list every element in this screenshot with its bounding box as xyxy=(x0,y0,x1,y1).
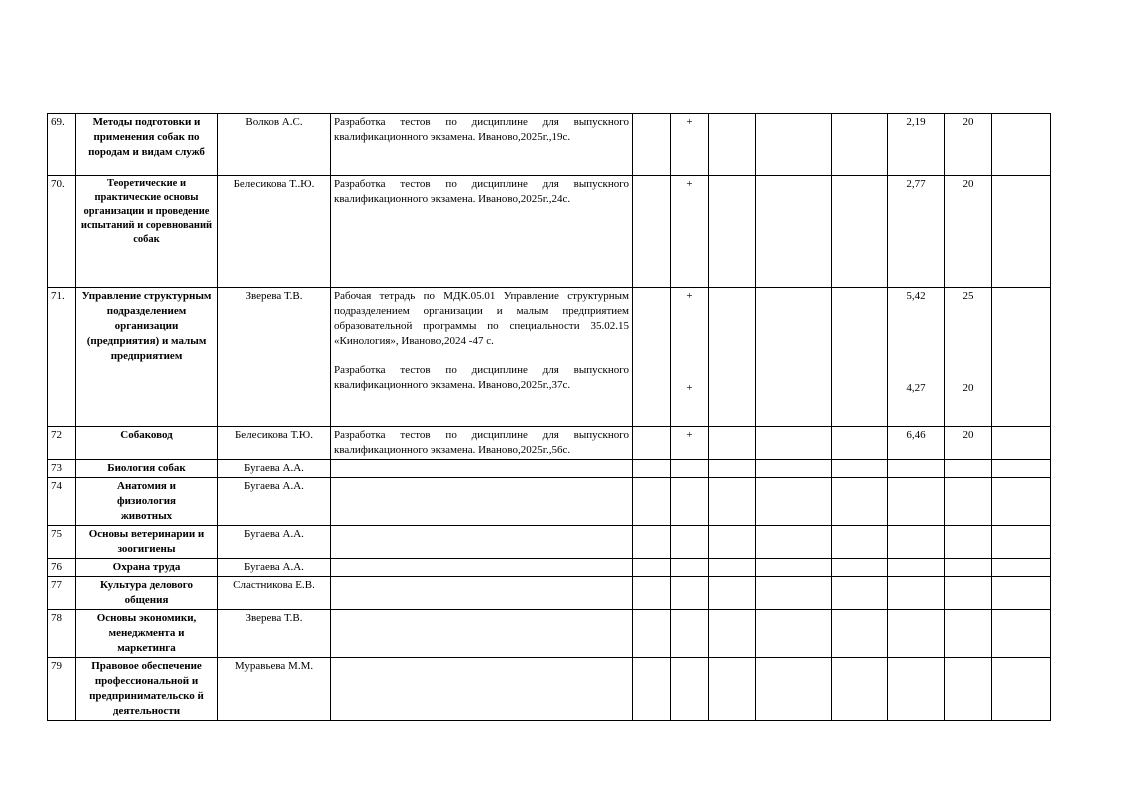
empty-cell xyxy=(888,559,945,577)
subject-name: Основы экономики, менеджмента и маркетинга xyxy=(76,610,218,658)
empty-cell xyxy=(633,114,671,176)
author-name: Зверева Т.В. xyxy=(218,288,331,427)
empty-cell xyxy=(709,526,756,559)
empty-cell xyxy=(633,658,671,721)
plus-mark: + xyxy=(686,382,693,394)
empty-cell xyxy=(832,577,888,610)
empty-cell xyxy=(992,114,1051,176)
empty-cell xyxy=(832,427,888,460)
value-volume-group xyxy=(888,288,945,427)
empty-cell xyxy=(888,460,945,478)
empty-cell xyxy=(671,526,709,559)
table-row xyxy=(48,559,1051,577)
work-description: Рабочая тетрадь по МДК.05.01 Управление структурным подразделением организации и малым предприятием образовательной программы по специальности 35.02.15 «Кинология», Иваново,2024 -47 с. xyxy=(334,290,629,347)
empty-cell xyxy=(671,460,709,478)
empty-cell xyxy=(832,526,888,559)
subject-name: Управление структурным подразделением организации (предприятия) и малым предприятием xyxy=(76,288,218,427)
empty-cell xyxy=(756,559,832,577)
empty-cell xyxy=(992,610,1051,658)
empty-cell xyxy=(832,460,888,478)
empty-cell xyxy=(756,114,832,176)
empty-cell xyxy=(992,460,1051,478)
empty-cell xyxy=(888,478,945,526)
empty-cell xyxy=(633,427,671,460)
empty-cell xyxy=(756,658,832,721)
author-name: Белесикова Т.Ю. xyxy=(218,427,331,460)
subject-name: Анатомия и физиология животных xyxy=(76,478,218,526)
empty-cell xyxy=(331,460,633,478)
author-name: Бугаева А.А. xyxy=(218,460,331,478)
value-copies: 20 xyxy=(962,382,974,394)
work-description-group xyxy=(331,288,633,427)
value-volume: 4,27 xyxy=(906,382,926,394)
empty-cell xyxy=(945,460,992,478)
table-row xyxy=(48,460,1051,478)
plus-mark: + xyxy=(686,290,693,302)
subject-name: Культура делового общения xyxy=(76,577,218,610)
empty-cell xyxy=(945,526,992,559)
author-name: Бугаева А.А. xyxy=(218,559,331,577)
empty-cell xyxy=(671,658,709,721)
subject-name: Охрана труда xyxy=(76,559,218,577)
empty-cell xyxy=(756,577,832,610)
empty-cell xyxy=(671,559,709,577)
empty-cell xyxy=(709,288,756,427)
author-name: Волков А.С. xyxy=(218,114,331,176)
empty-cell xyxy=(709,176,756,288)
empty-cell xyxy=(633,288,671,427)
empty-cell xyxy=(945,559,992,577)
empty-cell xyxy=(709,114,756,176)
table-row xyxy=(48,526,1051,559)
empty-cell xyxy=(331,526,633,559)
row-number: 73 xyxy=(48,460,76,478)
empty-cell xyxy=(633,559,671,577)
subject-name: Методы подготовки и применения собак по породам и видам служб xyxy=(76,114,218,176)
row-number: 74 xyxy=(48,478,76,526)
empty-cell xyxy=(709,610,756,658)
empty-cell xyxy=(671,577,709,610)
table-row xyxy=(48,658,1051,721)
value-copies: 20 xyxy=(945,427,992,460)
empty-cell xyxy=(888,658,945,721)
empty-cell xyxy=(756,478,832,526)
row-number: 78 xyxy=(48,610,76,658)
empty-cell xyxy=(945,610,992,658)
table-row xyxy=(48,114,1051,176)
empty-cell xyxy=(709,559,756,577)
empty-cell xyxy=(756,427,832,460)
empty-cell xyxy=(945,577,992,610)
value-copies: 25 xyxy=(962,290,974,302)
empty-cell xyxy=(331,478,633,526)
empty-cell xyxy=(756,288,832,427)
empty-cell xyxy=(633,610,671,658)
empty-cell xyxy=(992,288,1051,427)
empty-cell xyxy=(992,526,1051,559)
empty-cell xyxy=(671,478,709,526)
empty-cell xyxy=(992,478,1051,526)
plus-mark: + xyxy=(671,176,709,288)
empty-cell xyxy=(331,658,633,721)
empty-cell xyxy=(888,610,945,658)
empty-cell xyxy=(992,577,1051,610)
empty-cell xyxy=(671,610,709,658)
row-number: 69. xyxy=(48,114,76,176)
value-copies: 20 xyxy=(945,114,992,176)
empty-cell xyxy=(709,658,756,721)
table-row xyxy=(48,427,1051,460)
empty-cell xyxy=(331,610,633,658)
empty-cell xyxy=(633,526,671,559)
empty-cell xyxy=(832,288,888,427)
table-row xyxy=(48,176,1051,288)
row-number: 70. xyxy=(48,176,76,288)
value-volume: 2,77 xyxy=(888,176,945,288)
subject-name: Основы ветеринарии и зоогигиены xyxy=(76,526,218,559)
empty-cell xyxy=(945,658,992,721)
empty-cell xyxy=(633,460,671,478)
subject-name: Биология собак xyxy=(76,460,218,478)
author-name: Бугаева А.А. xyxy=(218,526,331,559)
value-copies-group xyxy=(945,288,992,427)
author-name: Муравьева М.М. xyxy=(218,658,331,721)
work-description: Разработка тестов по дисциплине для выпускного квалификационного экзамена. Иваново,2025г.,37с. xyxy=(334,364,629,391)
empty-cell xyxy=(756,610,832,658)
empty-cell xyxy=(709,577,756,610)
empty-cell xyxy=(832,114,888,176)
empty-cell xyxy=(709,478,756,526)
author-name: Белесикова Т..Ю. xyxy=(218,176,331,288)
empty-cell xyxy=(832,610,888,658)
empty-cell xyxy=(331,559,633,577)
subject-name: Теоретические и практические основы организации и проведение испытаний и соревнований собак xyxy=(76,176,218,288)
value-volume: 6,46 xyxy=(888,427,945,460)
empty-cell xyxy=(633,577,671,610)
empty-cell xyxy=(633,176,671,288)
empty-cell xyxy=(832,176,888,288)
subject-name: Собаковод xyxy=(76,427,218,460)
empty-cell xyxy=(945,478,992,526)
plus-mark: + xyxy=(671,427,709,460)
empty-cell xyxy=(756,176,832,288)
value-volume: 2,19 xyxy=(888,114,945,176)
work-description: Разработка тестов по дисциплине для выпускного квалификационного экзамена. Иваново,2025г.,56с. xyxy=(331,427,633,460)
row-number: 76 xyxy=(48,559,76,577)
empty-cell xyxy=(756,526,832,559)
row-number: 77 xyxy=(48,577,76,610)
empty-cell xyxy=(888,577,945,610)
empty-cell xyxy=(832,658,888,721)
empty-cell xyxy=(888,526,945,559)
author-name: Бугаева А.А. xyxy=(218,478,331,526)
table-row xyxy=(48,610,1051,658)
row-number: 75 xyxy=(48,526,76,559)
subject-name: Правовое обеспечение профессиональной и предпринимательско й деятельности xyxy=(76,658,218,721)
publications-table xyxy=(47,113,1051,721)
empty-cell xyxy=(992,427,1051,460)
empty-cell xyxy=(832,478,888,526)
empty-cell xyxy=(992,658,1051,721)
plus-mark: + xyxy=(671,114,709,176)
author-name: Зверева Т.В. xyxy=(218,610,331,658)
plus-mark-group xyxy=(671,288,709,427)
row-number: 72 xyxy=(48,427,76,460)
empty-cell xyxy=(992,176,1051,288)
table-row xyxy=(48,577,1051,610)
table-row xyxy=(48,288,1051,427)
row-number: 79 xyxy=(48,658,76,721)
work-description: Разработка тестов по дисциплине для выпускного квалификационного экзамена. Иваново,2025г.,19с. xyxy=(331,114,633,176)
table-row xyxy=(48,478,1051,526)
work-description: Разработка тестов по дисциплине для выпускного квалификационного экзамена. Иваново,2025г.,24с. xyxy=(331,176,633,288)
empty-cell xyxy=(709,460,756,478)
empty-cell xyxy=(756,460,832,478)
empty-cell xyxy=(633,478,671,526)
row-number: 71. xyxy=(48,288,76,427)
empty-cell xyxy=(331,577,633,610)
empty-cell xyxy=(709,427,756,460)
value-volume: 5,42 xyxy=(906,290,926,302)
empty-cell xyxy=(832,559,888,577)
author-name: Сластникова Е.В. xyxy=(218,577,331,610)
value-copies: 20 xyxy=(945,176,992,288)
empty-cell xyxy=(992,559,1051,577)
